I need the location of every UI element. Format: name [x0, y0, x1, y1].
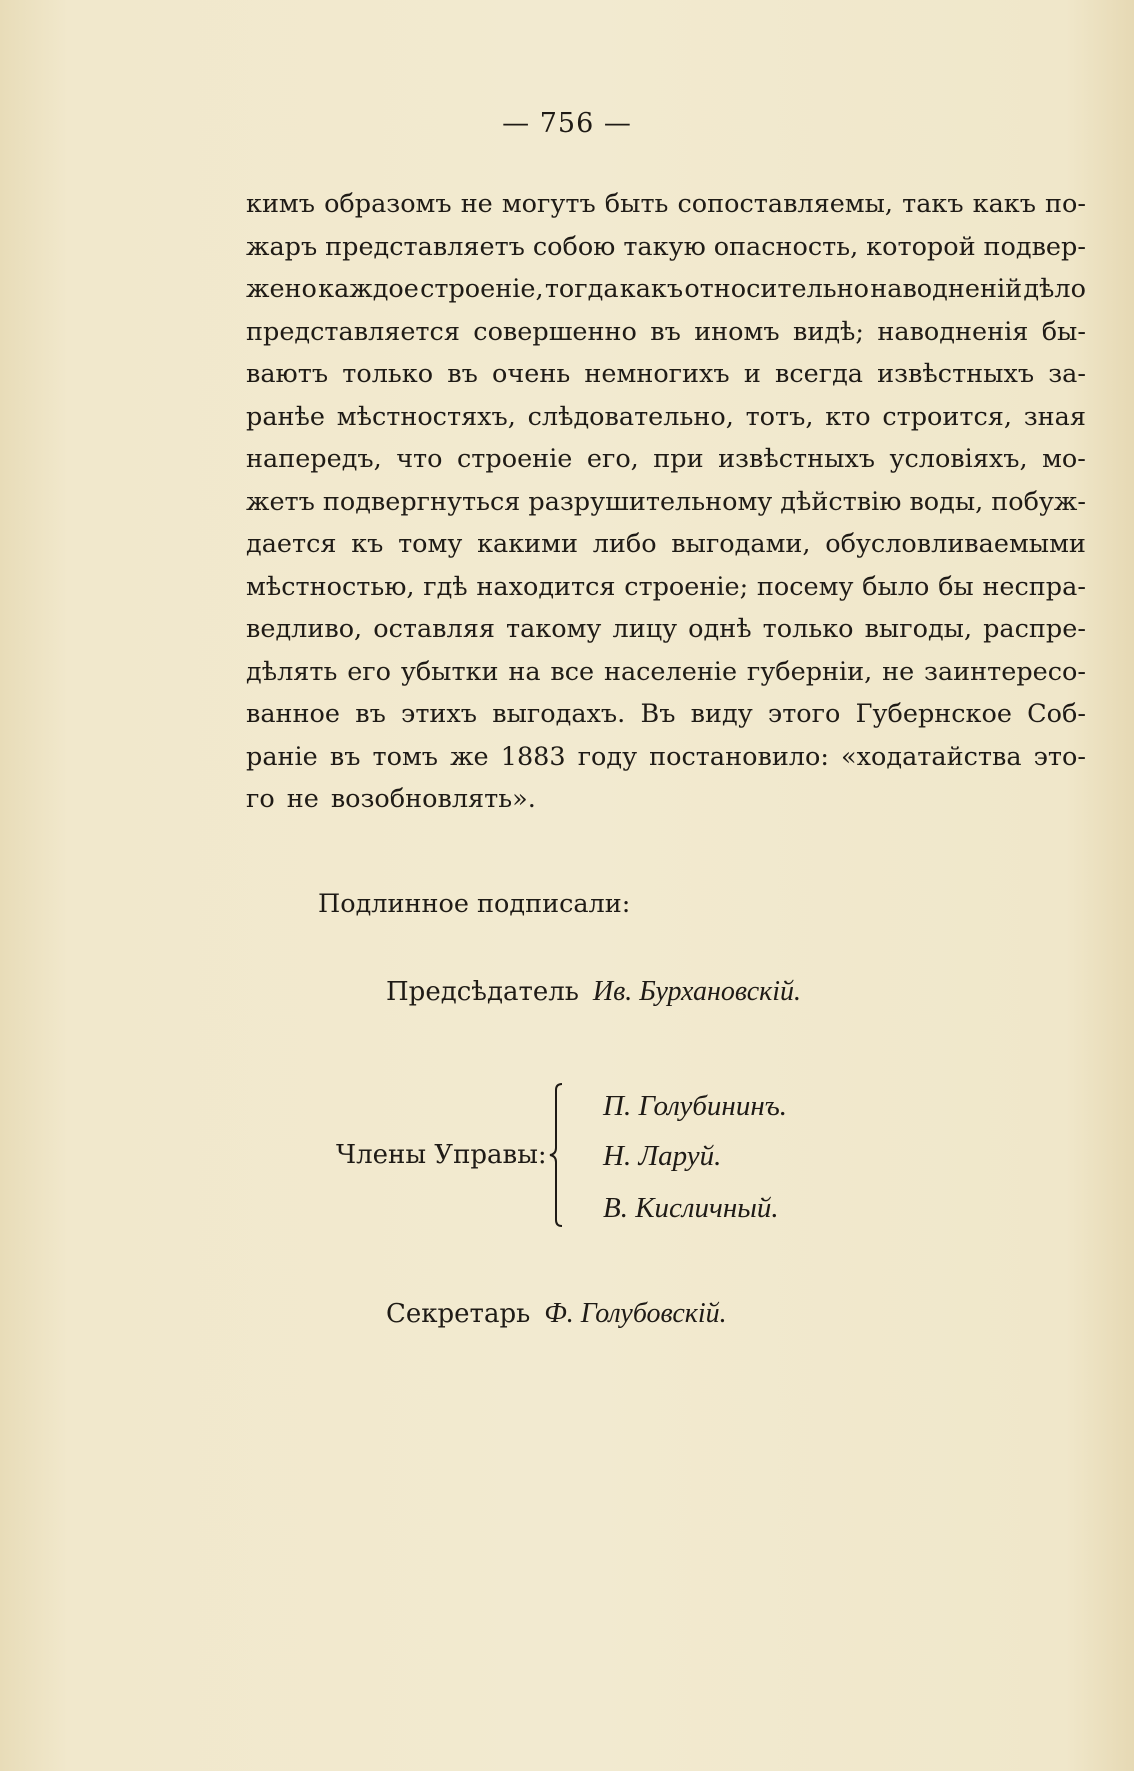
paragraph-line: ранѣе мѣстностяхъ, слѣдовательно, тотъ, кто строится, зная [246, 401, 1086, 432]
paragraph [246, 183, 1086, 821]
paragraph-line: дѣлять его убытки на все населеніе губерніи, не заинтересо- [246, 656, 1086, 687]
chairman-name: Ив. Бурхановскій. [592, 976, 801, 1007]
page-number: — 756 — [502, 108, 632, 139]
members-label: Члены Управы: [336, 1140, 547, 1170]
member-name: В. Кисличный. [603, 1192, 779, 1224]
paragraph-line: мѣстностью, гдѣ находится строеніе; посему было бы неспра- [246, 571, 1086, 602]
paragraph-line: представляется совершенно въ иномъ видѣ; наводненія бы- [246, 316, 1086, 347]
signed-label: Подлинное подписали: [318, 889, 631, 919]
chairman-signature [386, 976, 801, 1008]
secretary-signature [386, 1298, 727, 1330]
chairman-title: Предсѣдатель [386, 977, 579, 1007]
paragraph-line: жаръ представляетъ собою такую опасность, которой подвер- [246, 231, 1086, 262]
secretary-name: Ф. Голубовскій. [544, 1298, 727, 1329]
member-name: П. Голубининъ. [603, 1090, 788, 1122]
paragraph-line: кимъ образомъ не могутъ быть сопоставляемы, такъ какъ по- [246, 189, 1086, 219]
curly-brace [548, 1082, 570, 1228]
paragraph-line: дается къ тому какими либо выгодами, обусловливаемыми [246, 529, 1086, 559]
secretary-title: Секретарь [386, 1299, 531, 1329]
paragraph-line: ванное въ этихъ выгодахъ. Въ виду этого Губернское Соб- [246, 699, 1086, 729]
member-name: Н. Ларуй. [603, 1140, 722, 1172]
paragraph-line: ведливо, оставляя такому лицу однѣ только выгоды, распре- [246, 614, 1086, 644]
paragraph-line: жетъ подвергнуться разрушительному дѣйствію воды, побуж- [246, 486, 1086, 517]
paragraph-line: раніе въ томъ же 1883 году постановило: «ходатайства это- [246, 741, 1086, 772]
paragraph-line: ваютъ только въ очень немногихъ и всегда извѣстныхъ за- [246, 359, 1086, 389]
paragraph-line: го не возобновлять». [246, 784, 536, 814]
paragraph-line: напередъ, что строеніе его, при извѣстныхъ условіяхъ, мо- [246, 444, 1086, 474]
paragraph-line: жено каждое строеніе, тогда какъ относительно наводненій дѣло [246, 274, 1086, 304]
